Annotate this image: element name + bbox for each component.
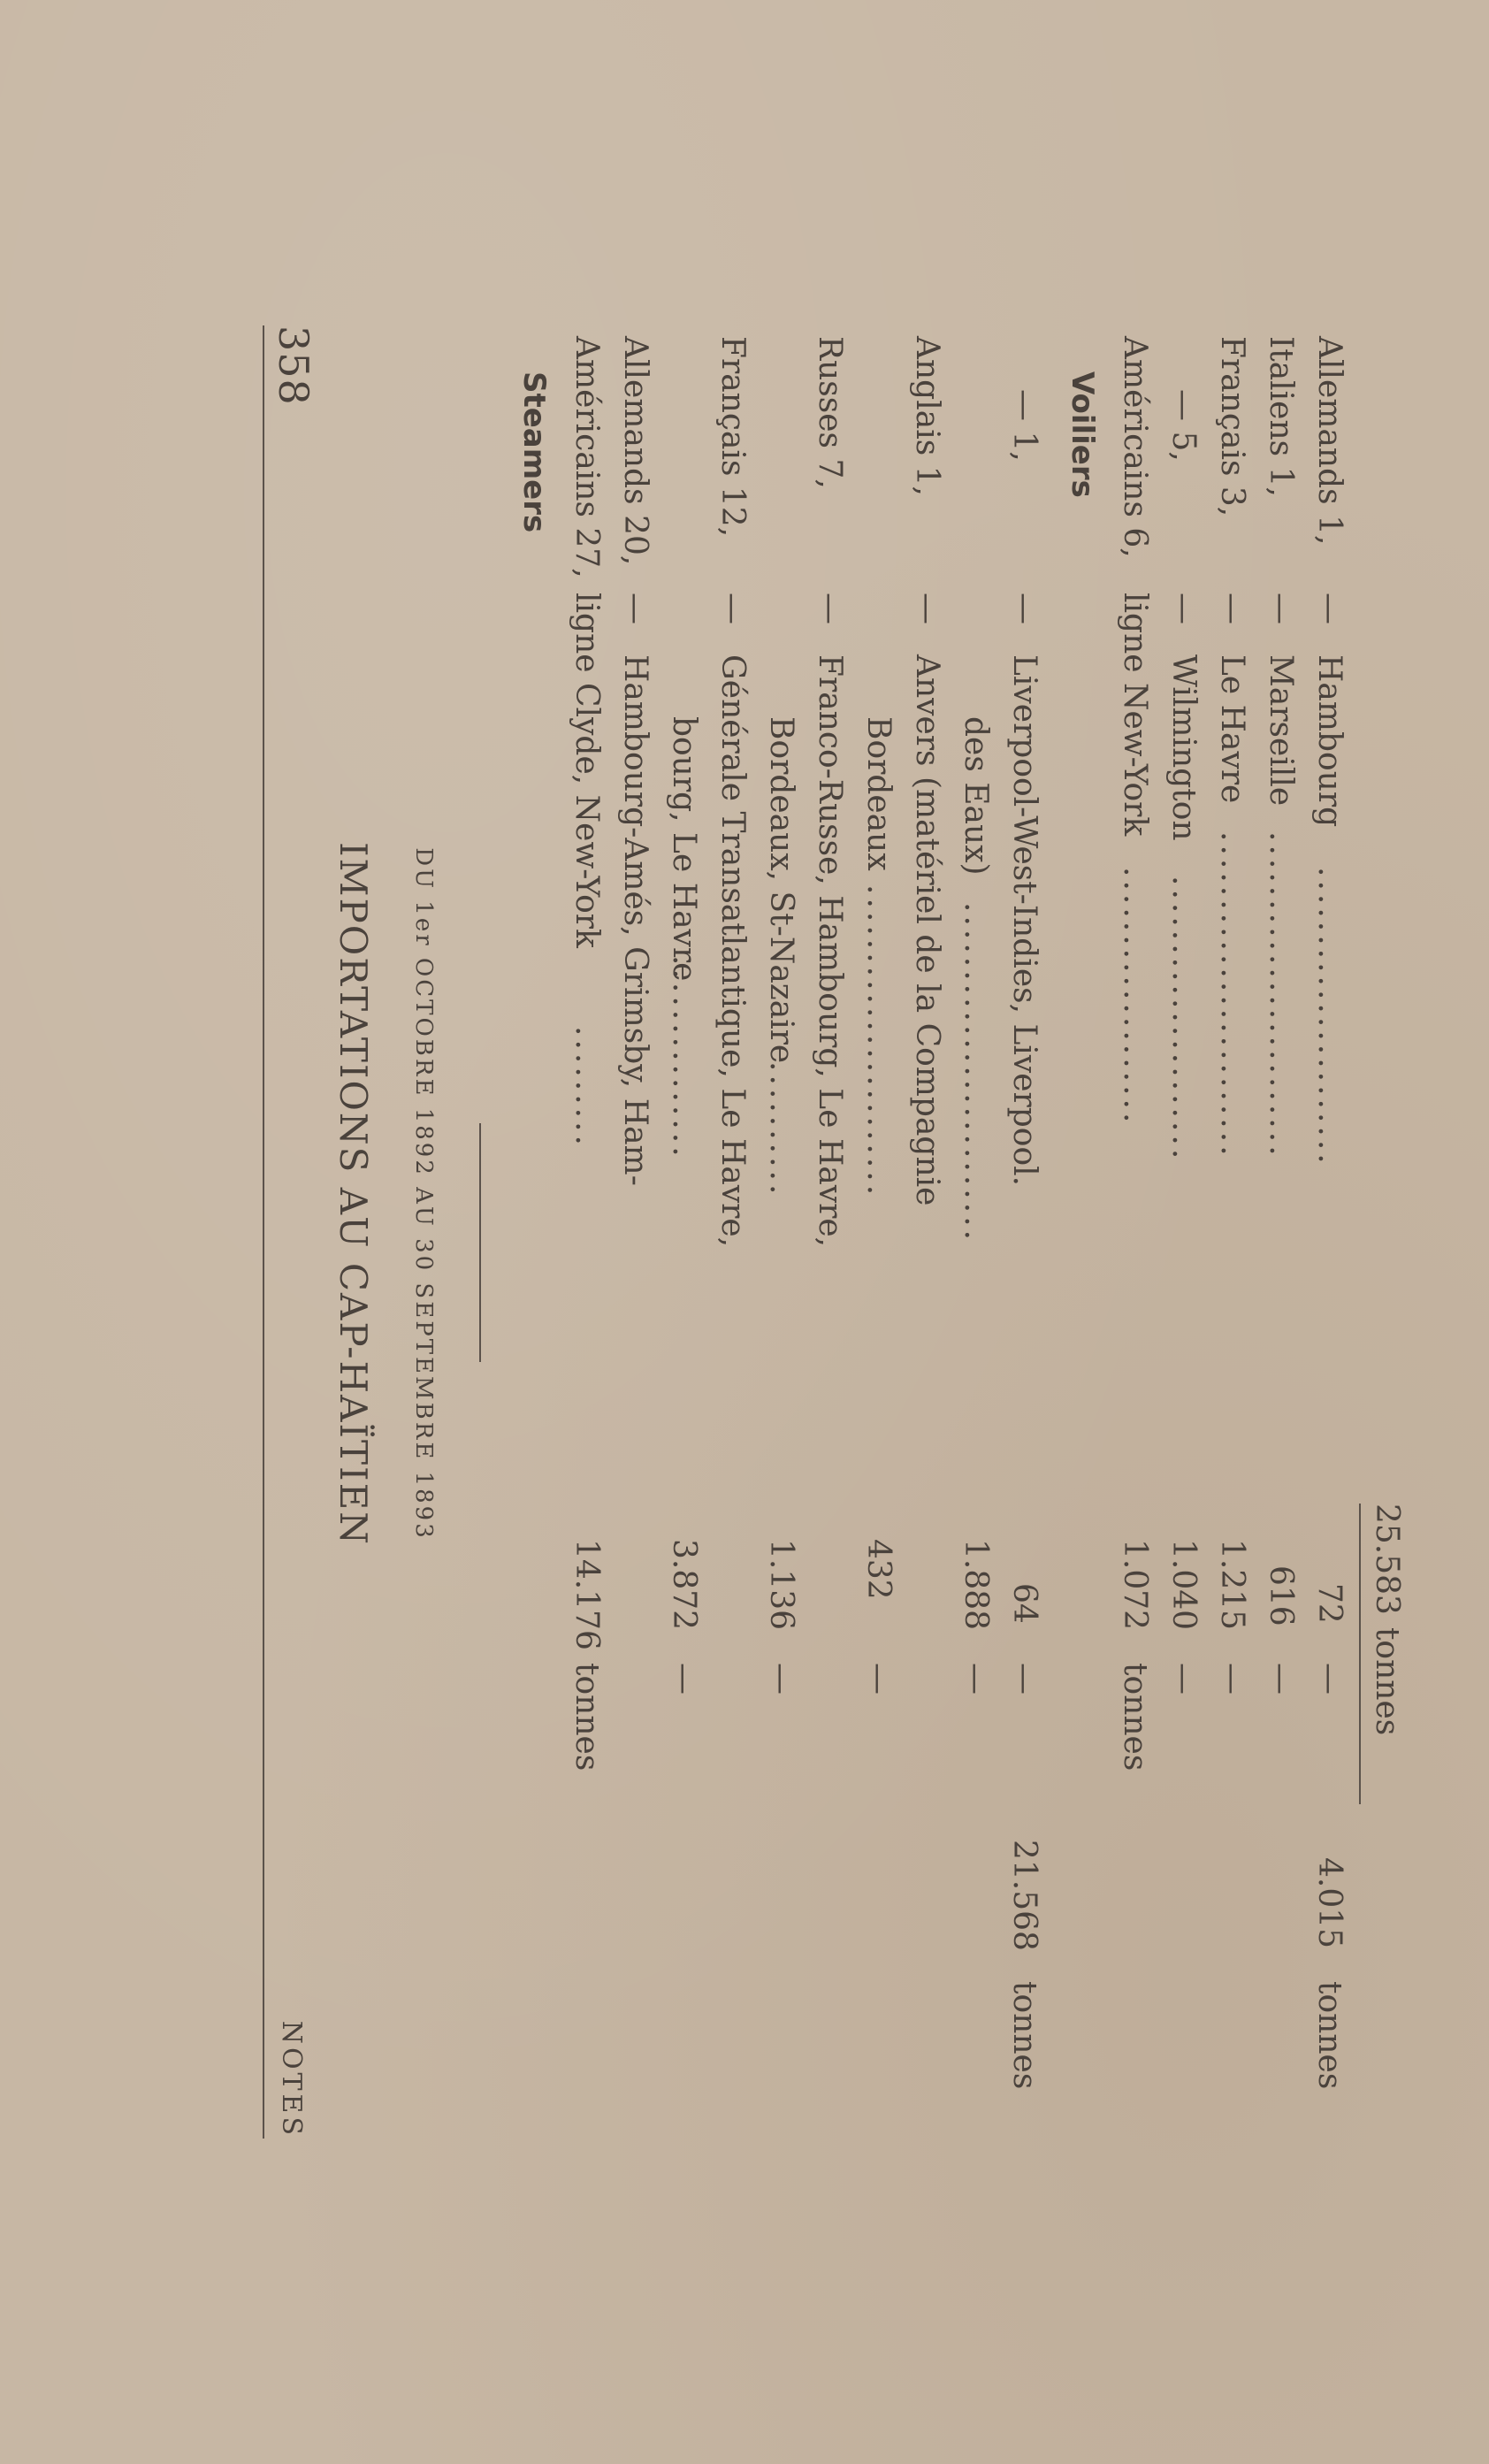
subtotal-unit: tonnes <box>1006 1981 1042 2090</box>
row-line: — <box>1311 593 1348 624</box>
table-row: — 5, — Wilmington ..................... 1.040 — <box>1165 389 1202 1695</box>
table-row <box>712 336 751 1840</box>
subtotal-amount: 21.568 <box>1006 1840 1042 1951</box>
row-nationality: Français 12, <box>714 336 751 538</box>
row-line: Anvers (matériel de la Compagnie <box>909 654 945 1206</box>
row-nationality: Anglais 1, <box>909 336 945 496</box>
table-row: Américains 6, ligne New-York ................... 1.072 tonnes <box>1117 336 1153 1771</box>
row-line: Hambourg-Amés, Grimsby, Ham- <box>617 654 653 1186</box>
total-unit: tonnes <box>1369 1626 1405 1736</box>
row-line: — <box>909 593 945 624</box>
row-line: — <box>812 593 848 624</box>
header-rule <box>263 325 264 2139</box>
row-line: Générale Transatlantique, Le Havre, <box>714 654 751 1248</box>
table-row <box>906 336 945 1840</box>
row-amount: 1.136 <box>763 1539 799 1631</box>
row-line: ligne Clyde, New-York <box>569 593 605 948</box>
table-row <box>1004 336 1042 2090</box>
row-nationality: Allemands 1, <box>1311 336 1348 546</box>
table-row: Italiens 1, — Marseille ........................ 616 — <box>1263 336 1299 1695</box>
table-row: des Eaux) ......................... 1.888 — <box>958 716 994 1695</box>
row-nationality: — 1, <box>1006 389 1042 462</box>
row-nationality: Italiens 1, <box>1263 336 1299 497</box>
row-unit: — <box>860 1663 897 1695</box>
page-title: IMPORTATIONS AU CAP-HAÏTIEN <box>332 841 375 1547</box>
row-nationality: Américains 6, <box>1117 336 1153 558</box>
row-line: — <box>1165 593 1202 624</box>
table-row <box>809 336 848 1840</box>
subtotal-amount: 4.015 <box>1311 1857 1348 1949</box>
row-unit: — <box>1311 1663 1348 1695</box>
table-row: Bordeaux, St-Nazaire .......... 1.136 — <box>763 716 799 1695</box>
table-row: Allemands 1, — Hambourg ...................... 72 — 4.015 tonnes <box>1311 336 1348 2090</box>
table-row: Américains 27, ligne Clyde, New-York ......... 14.176 tonnes <box>569 336 605 1771</box>
row-amount: 14.176 <box>569 1539 605 1650</box>
row-line: Bordeaux, St-Nazaire <box>763 716 799 1064</box>
row-line: Franco-Russe, Hambourg, Le Havre, <box>812 654 848 1248</box>
row-amount: 64 <box>1006 1583 1042 1624</box>
row-line: — <box>714 593 751 624</box>
section-heading-voiliers: Voiliers <box>1065 371 1100 498</box>
row-unit: — <box>763 1663 799 1695</box>
row-unit: — <box>1165 1663 1202 1695</box>
section-heading-steamers: Steamers <box>516 371 552 533</box>
page-number: 358 <box>270 325 317 406</box>
row-line: — <box>1006 593 1042 624</box>
row-unit: — <box>666 1663 702 1695</box>
table-row <box>615 336 653 1840</box>
row-nationality: Américains 27, <box>569 336 605 578</box>
row-unit: — <box>1006 1663 1042 1695</box>
row-line: — <box>1263 593 1299 624</box>
row-amount: 1.888 <box>958 1539 994 1631</box>
row-amount: 1.040 <box>1165 1539 1202 1631</box>
row-line: Hambourg <box>1311 654 1348 828</box>
subtotal-unit: tonnes <box>1311 1981 1348 2090</box>
row-amount: 1.072 <box>1117 1539 1153 1631</box>
table-row: Français 3, — Le Havre ........................ 1.215 — <box>1214 336 1250 1695</box>
row-unit: tonnes <box>569 1663 605 1771</box>
row-line: Bordeaux <box>860 716 897 871</box>
running-head: NOTES <box>276 2020 307 2139</box>
page-header <box>247 325 317 2139</box>
row-unit: — <box>1263 1663 1299 1695</box>
grand-total <box>1369 1504 1405 1735</box>
row-amount: 616 <box>1263 1565 1299 1626</box>
row-unit: tonnes <box>1117 1663 1153 1771</box>
title-rule <box>479 1123 481 1362</box>
row-line: Le Havre <box>1214 654 1250 804</box>
row-nationality: Russes 7, <box>812 336 848 489</box>
total-amount: 25.583 <box>1369 1504 1405 1615</box>
row-nationality: Allemands 20, <box>617 336 653 566</box>
row-line: ligne New-York <box>1117 593 1153 837</box>
row-line: des Eaux) <box>958 716 994 876</box>
row-unit: — <box>958 1663 994 1695</box>
row-line: — <box>617 593 653 624</box>
row-nationality: — 5, <box>1165 389 1202 462</box>
row-amount: 432 <box>860 1539 897 1600</box>
total-rule <box>1359 1504 1361 1804</box>
row-nationality: Français 3, <box>1214 336 1250 517</box>
row-line: Marseille <box>1263 654 1299 807</box>
row-amount: 72 <box>1311 1583 1348 1624</box>
table-row: bourg, Le Havre ............... 3.872 — <box>666 716 702 1695</box>
row-amount: 3.872 <box>666 1539 702 1631</box>
row-line: Liverpool-West-Indies, Liverpool. <box>1006 654 1042 1187</box>
row-line: bourg, Le Havre <box>666 716 702 982</box>
row-unit: — <box>1214 1663 1250 1695</box>
table-row: Bordeaux ....................... 432 — <box>860 716 897 1695</box>
row-line: Wilmington <box>1165 654 1202 841</box>
row-line: — <box>1214 593 1250 624</box>
page-subtitle: DU 1er OCTOBRE 1892 AU 30 SEPTEMBRE 1893 <box>410 847 437 1541</box>
row-amount: 1.215 <box>1214 1539 1250 1631</box>
